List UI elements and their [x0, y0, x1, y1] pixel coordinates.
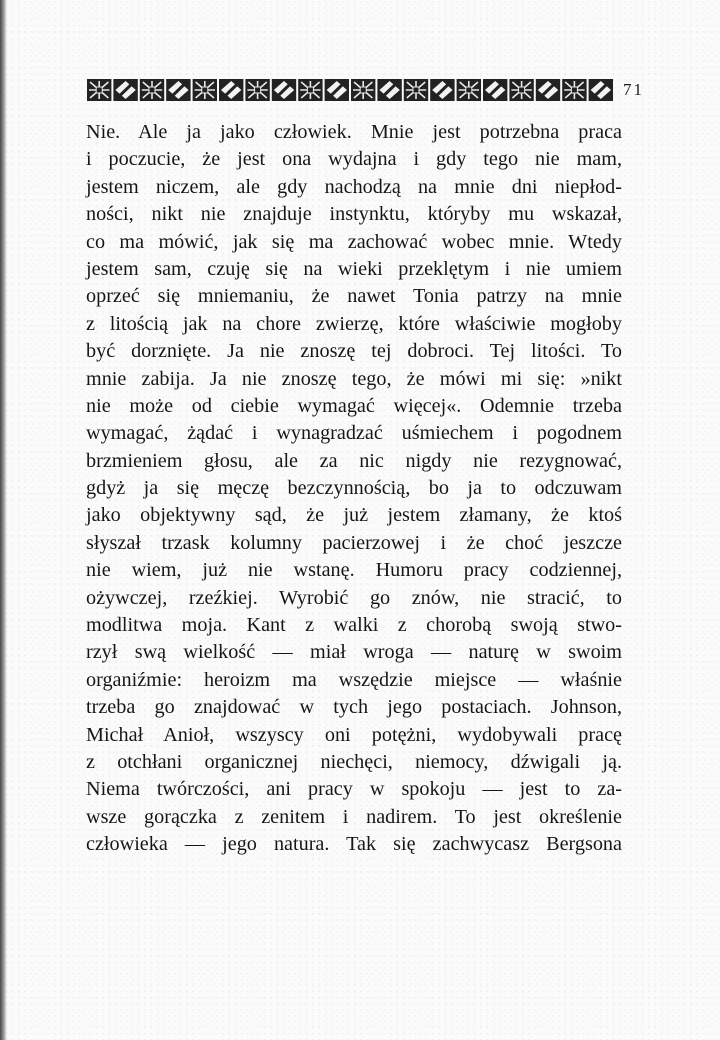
ornament-diamond-block: [589, 79, 613, 101]
ornament-diamond-block: [483, 79, 507, 101]
text-line: słyszał trzask kolumny pacierzowej i że choć jeszcze: [86, 531, 622, 554]
text-line: wymagać, żądać i wynagradzać uśmiechem i pogodnem: [86, 422, 622, 445]
text-line: gdyż ja się męczę bezczynnością, bo ja to odczuwam: [86, 477, 622, 500]
text-line: człowieka — jego natura. Tak się zachwycasz Bergsona: [86, 833, 622, 856]
text-line: Michał Anioł, wszyscy oni potężni, wydobywali pracę: [86, 723, 622, 746]
page-header: [86, 76, 646, 104]
ornament-diamond-block: [166, 79, 190, 101]
text-line: trzeba go znajdować w tych jego postaciach. Johnson,: [86, 696, 622, 719]
text-line: być dorznięte. Ja nie znoszę tej dobroci. Tej litości. To: [86, 340, 622, 363]
ornament-weave-block: [87, 79, 111, 101]
text-line: z otchłani organicznej niechęci, niemocy, dźwigali ją.: [86, 750, 622, 773]
ornament-weave-block: [351, 79, 375, 101]
ornament-diamond-block: [113, 79, 137, 101]
text-line: i poczucie, że jest ona wydajna i gdy tego nie mam,: [86, 148, 622, 171]
text-line: z litością jak na chore zwierzę, które właściwie mogłoby: [86, 312, 622, 335]
text-line: jako objektywny sąd, że już jestem złamany, że ktoś: [86, 504, 622, 527]
text-line: jestem sam, czuję się na wieki przeklętym i nie umiem: [86, 257, 622, 280]
text-line: brzmieniem głosu, ale za nic nigdy nie rezygnować,: [86, 449, 622, 472]
decorative-ornament-band: [86, 76, 616, 104]
text-line: nie wiem, już nie wstanę. Humoru pracy codziennej,: [86, 559, 622, 582]
text-line: rzył swą wielkość — miał wroga — naturę w swoim: [86, 641, 622, 664]
ornament-diamond-block: [430, 79, 454, 101]
ornament-diamond-block: [325, 79, 349, 101]
body-text: [86, 119, 622, 859]
ornament-weave-block: [140, 79, 164, 101]
page-number: 71: [623, 80, 644, 99]
text-line: organiźmie: heroizm ma wszędzie miejsce — właśnie: [86, 668, 622, 691]
text-line: co ma mówić, jak się ma zachować wobec mnie. Wtedy: [86, 230, 622, 253]
ornament-weave-block: [457, 79, 481, 101]
text-line: nie może od ciebie wymagać więcej«. Odemnie trzeba: [86, 394, 622, 417]
ornament-weave-block: [509, 79, 533, 101]
text-line: Nie. Ale ja jako człowiek. Mnie jest potrzebna praca: [86, 121, 622, 143]
ornament-diamond-block: [536, 79, 560, 101]
ornament-weave-block: [245, 79, 269, 101]
ornament-diamond-block: [219, 79, 243, 101]
text-line: modlitwa moja. Kant z walki z chorobą swoją stwo-: [86, 614, 622, 637]
ornament-diamond-block: [377, 79, 401, 101]
ornament-weave-block: [404, 79, 428, 101]
text-line: wsze gorączka z zenitem i nadirem. To jest określenie: [86, 805, 622, 828]
ornament-weave-block: [193, 79, 217, 101]
text-line: oprzeć się mniemaniu, że nawet Tonia patrzy na mnie: [86, 285, 622, 308]
ornament-weave-block: [298, 79, 322, 101]
text-line: Niema twórczości, ani pracy w spokoju — jest to za-: [86, 778, 622, 801]
text-line: ożywczej, rzeźkiej. Wyrobić go znów, nie stracić, to: [86, 586, 622, 609]
ornament-diamond-block: [272, 79, 296, 101]
page-binding-edge: [0, 0, 7, 1040]
ornament-weave-block: [562, 79, 586, 101]
text-line: ności, nikt nie znajduje instynktu, któryby mu wskazał,: [86, 203, 622, 226]
text-line: mnie zabija. Ja nie znoszę tego, że mówi mi się: »nikt: [86, 367, 622, 390]
text-line: jestem niczem, ale gdy nachodzą na mnie dni niepłod-: [86, 175, 622, 198]
